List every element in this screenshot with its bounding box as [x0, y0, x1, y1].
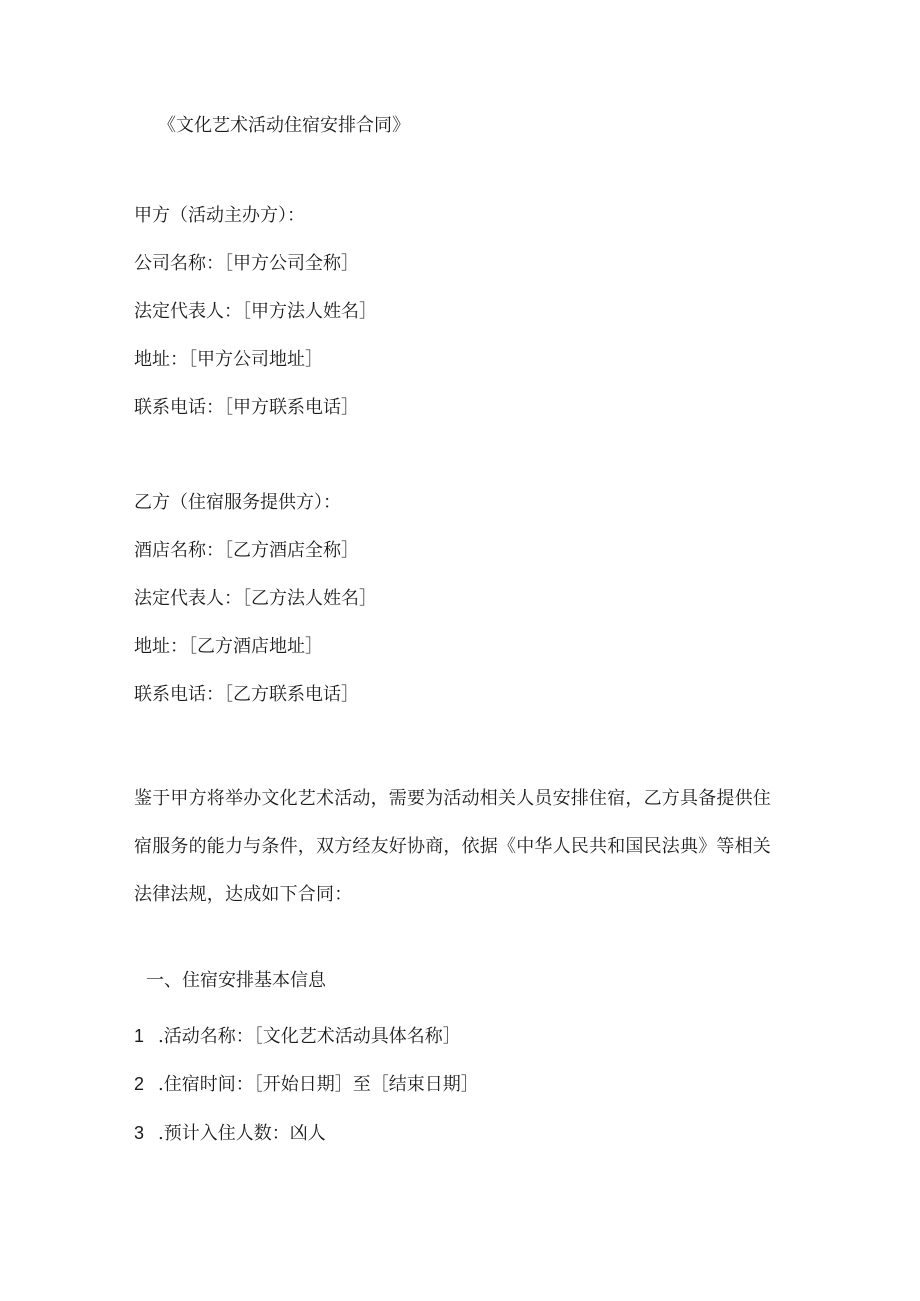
preamble-line: 宿服务的能力与条件，双方经友好协商，依据《中华人民共和国民法典》等相关	[134, 836, 771, 857]
item-number: 1	[134, 1026, 145, 1046]
party-a-heading: 甲方（活动主办方）：	[134, 205, 305, 226]
section-1-item	[134, 1121, 326, 1146]
item-text: .活动名称：［文化艺术活动具体名称］	[158, 1026, 461, 1047]
section-1-heading: 一、住宿安排基本信息	[146, 970, 326, 991]
party-a-company: 公司名称：［甲方公司全称］	[134, 253, 359, 274]
party-b-address: 地址：［乙方酒店地址］	[134, 636, 323, 657]
section-1-item	[134, 1072, 479, 1097]
party-a-address: 地址：［甲方公司地址］	[134, 349, 323, 370]
preamble-line: 鉴于甲方将举办文化艺术活动，需要为活动相关人员安排住宿，乙方具备提供住	[134, 788, 771, 809]
party-b-phone: 联系电话：［乙方联系电话］	[134, 684, 359, 705]
preamble-paragraph	[134, 775, 794, 919]
item-text: .预计入住人数：凶人	[158, 1123, 326, 1144]
item-number: 3	[134, 1123, 145, 1143]
party-a-phone: 联系电话：［甲方联系电话］	[134, 397, 359, 418]
party-b-hotel: 酒店名称：［乙方酒店全称］	[134, 540, 359, 561]
document-title: 《文化艺术活动住宿安排合同》	[158, 115, 410, 136]
party-b-heading: 乙方（住宿服务提供方）：	[134, 492, 341, 513]
section-1-item	[134, 1024, 461, 1049]
party-a-legal-rep: 法定代表人：［甲方法人姓名］	[134, 301, 377, 322]
party-b-legal-rep: 法定代表人：［乙方法人姓名］	[134, 588, 377, 609]
preamble-line: 法律法规，达成如下合同：	[134, 884, 353, 905]
item-text: .住宿时间：［开始日期］至［结束日期］	[158, 1074, 479, 1095]
item-number: 2	[134, 1074, 145, 1094]
